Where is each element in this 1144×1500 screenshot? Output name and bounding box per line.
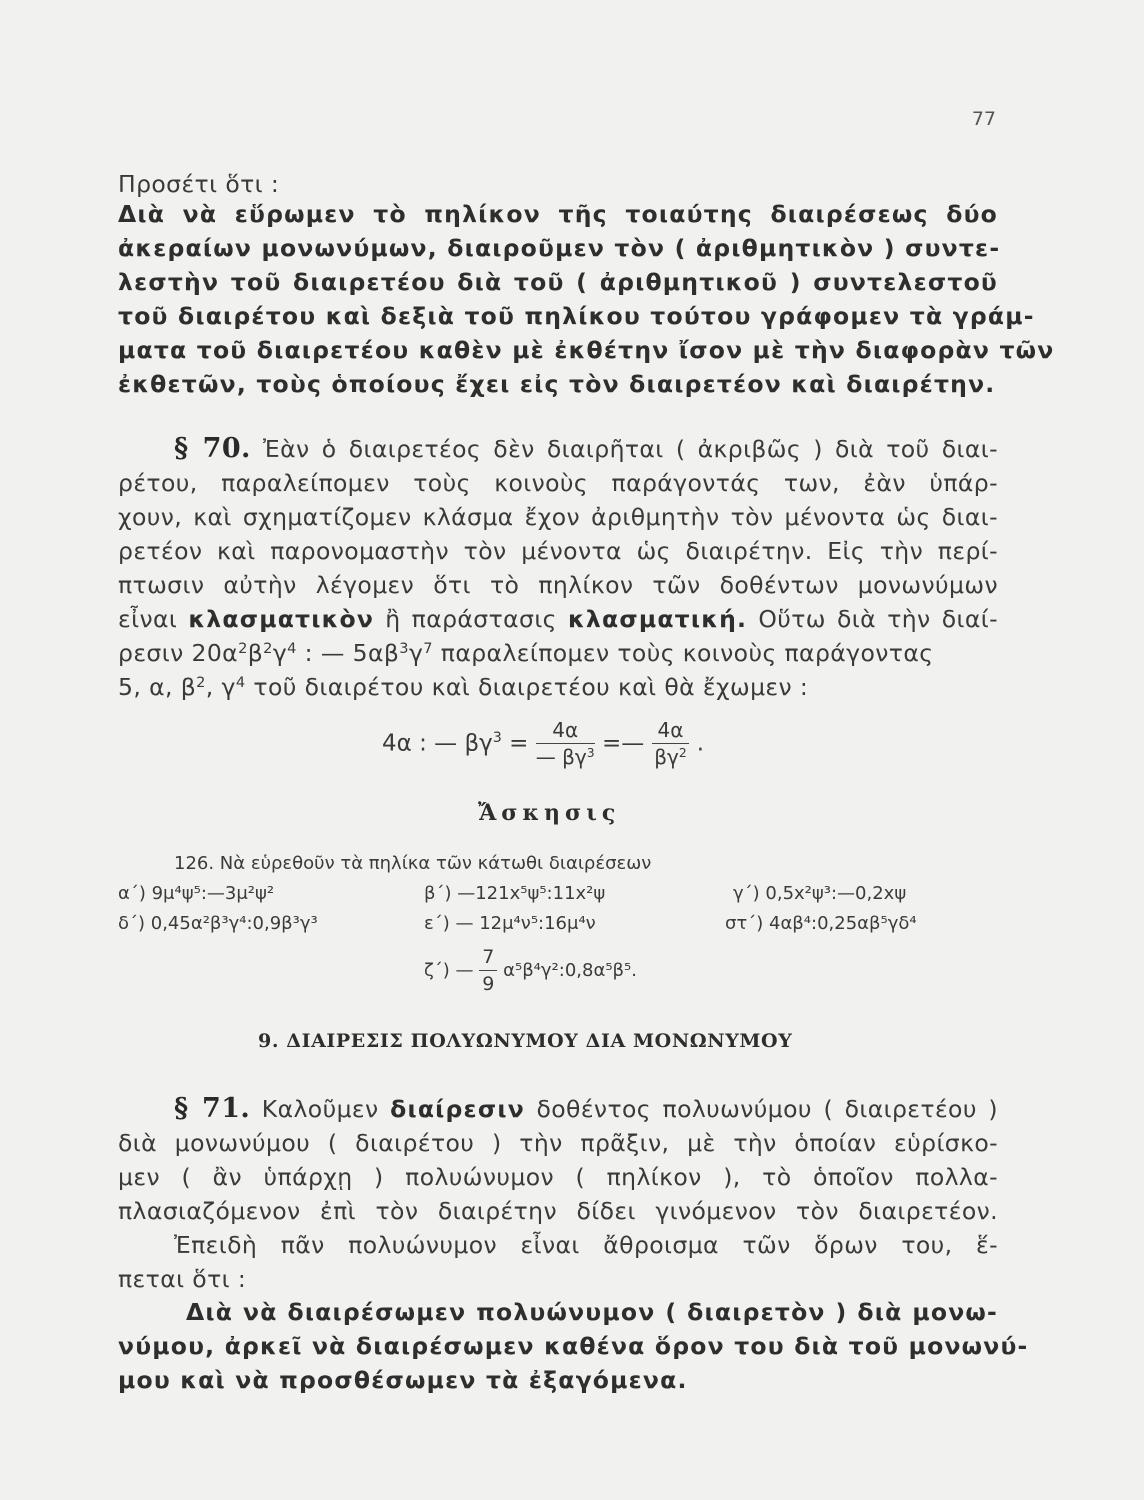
fraction-denominator [536,744,595,770]
exercise-item: δ΄) 0,45α²β³γ⁴:0,9β³γ³ [118,913,318,934]
section-71-number: § 71. [174,1093,251,1124]
text-run: ἢ παράστασις [385,605,557,633]
section-71-line [174,1093,998,1125]
exponent: 2 [196,674,206,691]
section-70-line: χουν, καὶ σχηματίζομεν κλάσμα ἔχον ἀριθμητὴν τὸν μένοντα ὡς διαι- [118,503,998,531]
exercise-intro: 126. Νὰ εὑρεθοῦν τὰ πηλίκα τῶν κάτωθι διαιρέσεων [174,853,652,874]
rule-2-line: μου καὶ νὰ προσθέσωμεν τὰ ἐξαγόμενα. [118,1366,688,1394]
fraction-denominator: 9 [482,973,495,995]
fraction-1 [536,717,595,770]
rule-1-line: Διὰ νὰ εὕρωμεν τὸ πηλίκον τῆς τοιαύτης διαιρέσεως δύο [118,200,998,228]
text-run: Οὕτω διὰ τὴν διαί- [758,605,998,633]
text-run: ζ΄) — [424,960,474,981]
fraction-numerator: 4α [652,717,690,744]
section-71-line: διὰ μονωνύμου ( διαιρέτου ) τὴν πρᾶξιν, μὲ τὴν ὁποίαν εὑρίσκο- [118,1129,998,1157]
text-run: ρεσιν 20α [118,639,239,667]
text-run: γ [408,639,424,667]
exercise-item [424,944,637,994]
section-70-text: Ἐὰν ὁ διαιρετέος δὲν διαιρῆται ( ἀκριβῶς ) διὰ τοῦ διαι- [263,435,998,463]
fraction-numerator: 7 [479,944,497,971]
text-run: Καλοῦμεν [261,1095,379,1123]
section-71-line: Ἐπειδὴ πᾶν πολυώνυμον εἶναι ἄθροισμα τῶν ὅρων του, ἕ- [174,1231,998,1259]
text-run: τοῦ διαιρέτου καὶ διαιρετέου καὶ θὰ ἔχωμεν : [245,673,809,701]
section-70-line: ρετέον καὶ παρονομαστὴν τὸν μένοντα ὡς διαιρέτην. Εἰς τὴν περί- [118,537,998,565]
text-run: , γ [205,673,236,701]
exercise-title: Ἄσκησις [478,800,621,826]
formula-left: 4α : — βγ [382,730,493,757]
exponent: 7 [423,640,433,657]
exponent: 4 [287,640,297,657]
exercise-item: γ΄) 0,5x²ψ³:—0,2xψ [733,883,907,904]
text-run: β [247,639,264,667]
chapter-heading: 9. ΔΙΑΙΡΕΣΙΣ ΠΟΛΥΩΝΥΜΟΥ ΔΙΑ ΜΟΝΩΝΥΜΟΥ [258,1030,793,1052]
fraction-numerator: 4α [536,717,595,744]
fraction-2 [652,717,690,770]
exercise-item: β΄) —121x⁵ψ⁵:11x²ψ [424,883,606,904]
section-71-line: πλασιαζόμενον ἐπὶ τὸν διαιρέτην δίδει γινόμενον τὸν διαιρετέον. [118,1197,998,1225]
intro-line: Προσέτι ὅτι : [118,170,280,198]
exponent: 3 [399,640,409,657]
division-formula [382,717,704,777]
text-run: δοθέντος πολυωνύμου ( διαιρετέου ) [536,1095,998,1123]
section-71-line: μεν ( ἂν ὑπάρχῃ ) πολυώνυμον ( πηλίκον ), τὸ ὁποῖον πολλα- [118,1163,998,1191]
exercise-fraction [479,944,497,997]
section-70-line [174,433,998,465]
rule-1-line: λεστὴν τοῦ διαιρετέου διὰ τοῦ ( ἀριθμητικοῦ ) συντελεστοῦ [118,268,998,296]
equals-sign: =— [601,730,652,757]
term-klasmatikon: κλασματικὸν [188,605,375,633]
rule-1-line: ματα τοῦ διαιρετέου καθὲν μὲ ἐκθέτην ἴσον μὲ τὴν διαφορὰν τῶν [118,336,1055,364]
exponent: 4 [235,674,246,691]
text-run: εἶναι [118,605,178,633]
fraction-denominator [652,744,690,770]
exponent: 2 [238,640,248,657]
rule-1-line: τοῦ διαιρέτου καὶ δεξιὰ τοῦ πηλίκου τούτου γράφομεν τὰ γράμ- [118,302,1035,330]
period: . [696,730,705,757]
text-run: 5, α, β [118,673,197,701]
exercise-item: α΄) 9μ⁴ψ⁵:—3μ²ψ² [118,883,275,904]
text-run: : — 5αβ [296,639,400,667]
section-70-number: § 70. [174,433,251,464]
exponent: 2 [678,745,687,761]
exponent: 3 [586,745,595,761]
section-70-line [118,671,998,703]
text-run: βγ [654,745,679,769]
section-70-line: ρέτου, παραλείπομεν τοὺς κοινοὺς παράγοντάς των, ἐὰν ὑπάρ- [118,469,998,497]
exercise-item: ε΄) — 12μ⁴ν⁵:16μ⁴ν [424,913,596,934]
rule-2-line: νύμου, ἀρκεῖ νὰ διαιρέσωμεν καθένα ὅρον του διὰ τοῦ μονωνύ- [118,1332,1029,1360]
section-70-line: πτωσιν αὐτὴν λέγομεν ὅτι τὸ πηλίκον τῶν δοθέντων μονωνύμων [118,571,998,599]
rule-2-line: Διὰ νὰ διαιρέσωμεν πολυώνυμον ( διαιρετὸν ) διὰ μονω- [186,1298,998,1326]
rule-1-line: ἀκεραίων μονωνύμων, διαιροῦμεν τὸν ( ἀριθμητικὸν ) συντε- [118,234,1001,262]
text-run: — βγ [535,745,587,769]
section-70-line [118,603,998,635]
term-klasmatiki: κλασματική. [568,605,748,633]
page-number: 77 [971,108,996,130]
text-run: παραλείπομεν τοὺς κοινοὺς παράγοντας [432,639,934,667]
exponent: 3 [492,730,502,747]
equals-sign: = [509,730,536,757]
section-71-line: πεται ὅτι : [118,1265,247,1293]
rule-1-line: ἐκθετῶν, τοὺς ὁποίους ἔχει εἰς τὸν διαιρετέον καὶ διαιρέτην. [118,370,996,398]
section-70-line [118,637,998,669]
text-run: γ [272,639,288,667]
exponent: 2 [263,640,273,657]
exercise-item: στ΄) 4αβ⁴:0,25αβ⁵γδ⁴ [725,913,917,934]
text-run: α⁵β⁴γ²:0,8α⁵β⁵. [503,960,637,981]
term-diairesin: διαίρεσιν [390,1095,525,1123]
